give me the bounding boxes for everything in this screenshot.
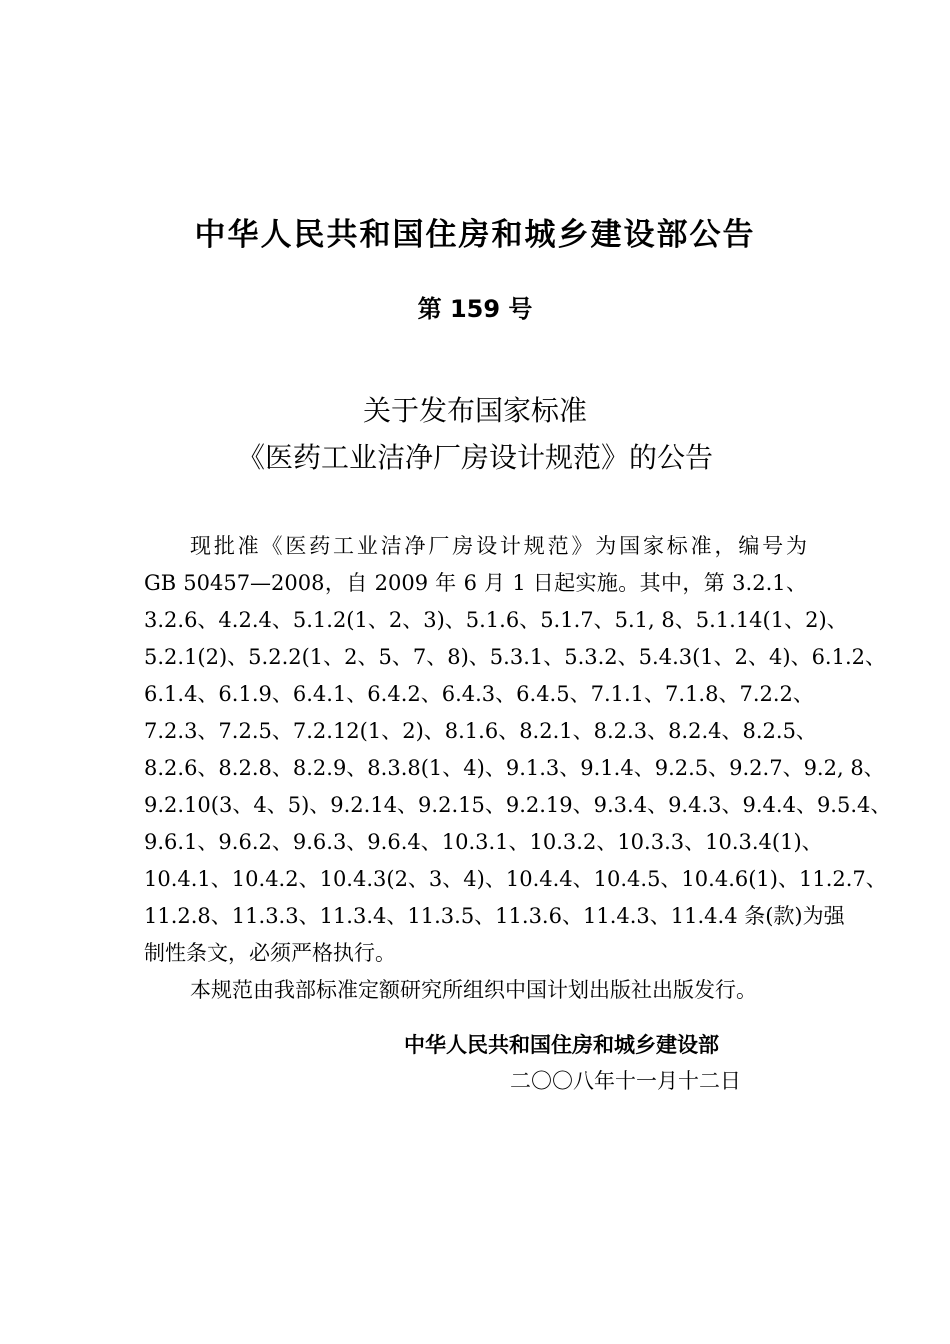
signature-date: 二〇〇八年十一月十二日 [510,1069,741,1093]
body-line: 9.6.1、9.6.2、9.6.3、9.6.4、10.3.1、10.3.2、10.3.3、10.3.4(1)、 [144,830,823,854]
subtitle-line-1: 关于发布国家标准 [362,394,587,427]
body-line: 制性条文，必须严格执行。 [144,941,396,965]
body-line: 3.2.6、4.2.4、5.1.2(1、2、3)、5.1.6、5.1.7、5.1, 8、5.1.14(1、2)、 [144,608,848,632]
announcement-title: 中华人民共和国住房和城乡建设部公告 [194,217,756,253]
body-line: 11.2.8、11.3.3、11.3.4、11.3.5、11.3.6、11.4.3、11.4.4 条(款)为强 [144,904,845,928]
announcement-number: 第 159 号 [417,295,533,323]
body-line: 6.1.4、6.1.9、6.4.1、6.4.2、6.4.3、6.4.5、7.1.1、7.1.8、7.2.2、 [144,682,814,706]
subtitle-line-2: 《医药工业洁净厂房设计规范》的公告 [236,441,713,474]
body-line: GB 50457—2008，自 2009 年 6 月 1 日起实施。其中，第 3.2.1、 [144,571,807,595]
body-line: 7.2.3、7.2.5、7.2.12(1、2)、8.1.6、8.2.1、8.2.3、8.2.4、8.2.5、 [144,719,817,743]
body-line: 9.2.10(3、4、5)、9.2.14、9.2.15、9.2.19、9.3.4、9.4.3、9.4.4、9.5.4、 [144,793,892,817]
signature-org: 中华人民共和国住房和城乡建设部 [404,1033,719,1057]
body-line: 10.4.1、10.4.2、10.4.3(2、3、4)、10.4.4、10.4.5、10.4.6(1)、11.2.7、 [144,867,887,891]
body-paragraph-2: 本规范由我部标准定额研究所组织中国计划出版社出版发行。 [190,978,757,1002]
body-line: 8.2.6、8.2.8、8.2.9、8.3.8(1、4)、9.1.3、9.1.4、9.2.5、9.2.7、9.2, 8、 [144,756,885,780]
body-line: 现批准《医药工业洁净厂房设计规范》为国家标准，编号为 [190,534,807,558]
body-line: 5.2.1(2)、5.2.2(1、2、5、7、8)、5.3.1、5.3.2、5.4.3(1、2、4)、6.1.2、 [144,645,887,669]
